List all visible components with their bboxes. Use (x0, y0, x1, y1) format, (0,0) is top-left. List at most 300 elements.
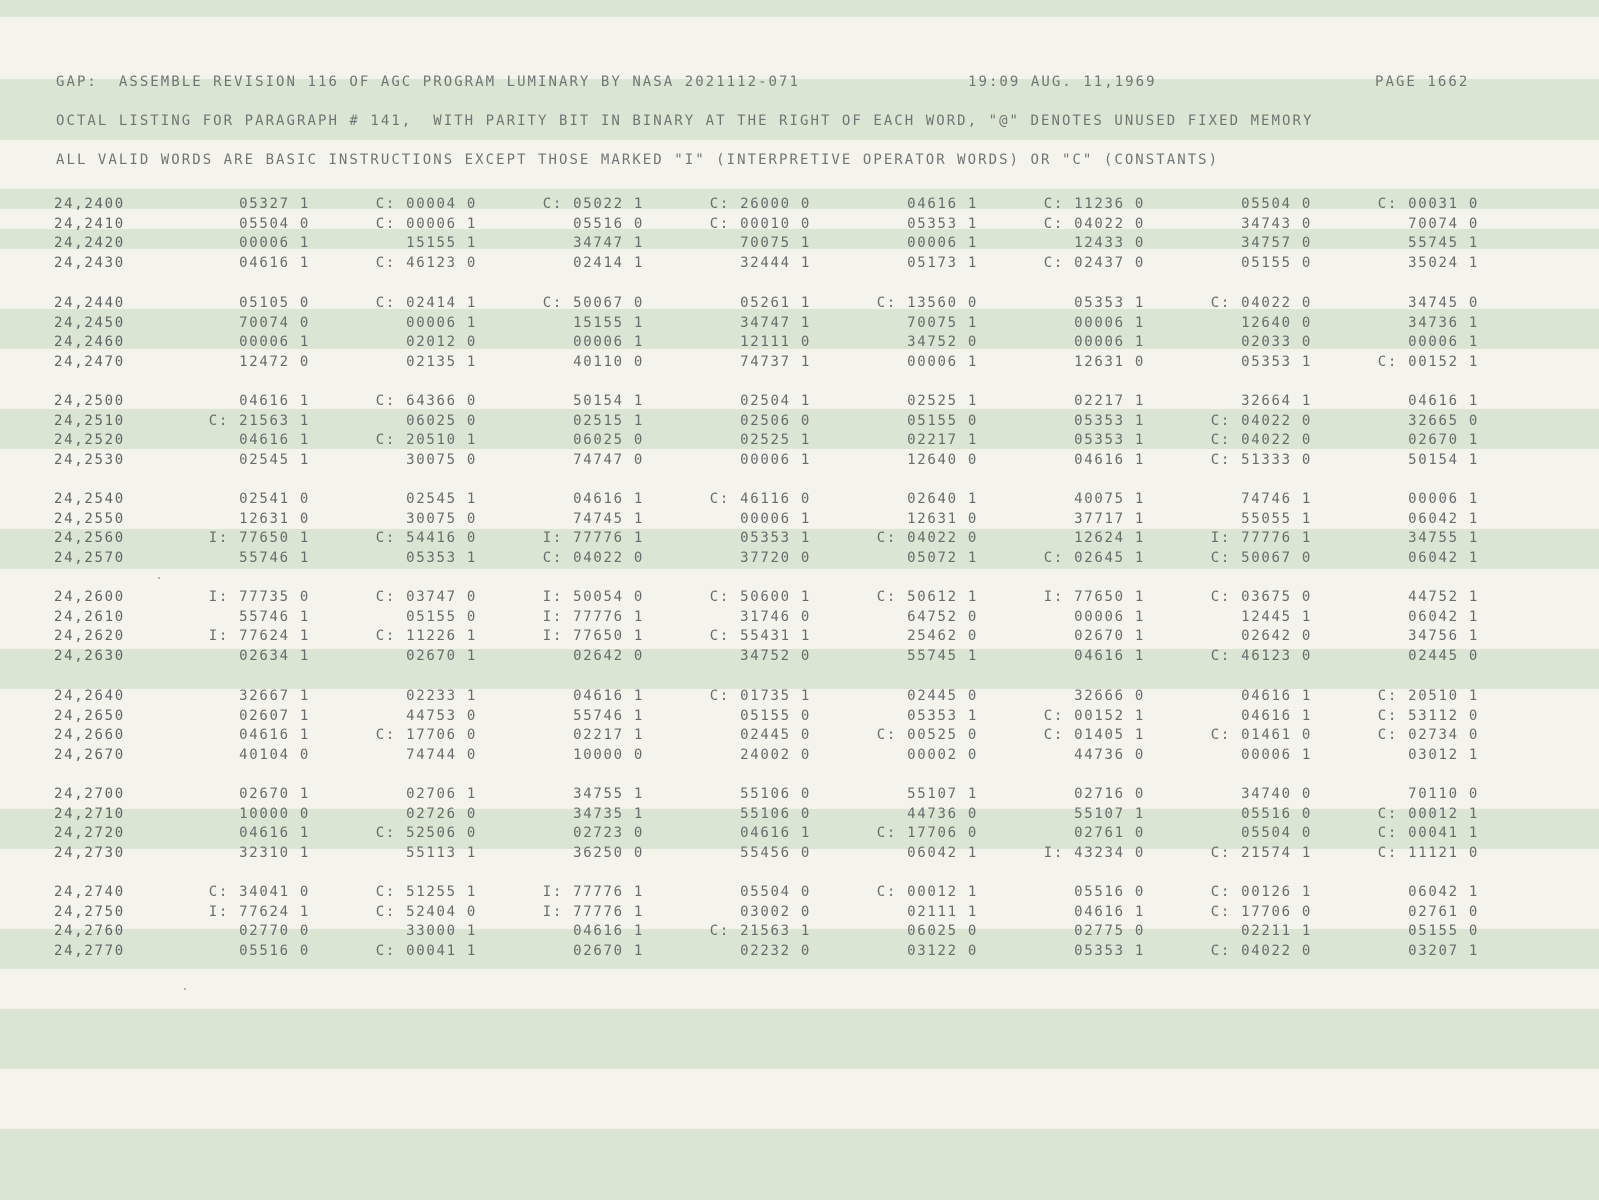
octal-word: C: 02414 1 (375, 295, 477, 311)
listing-row (0, 845, 1599, 865)
paper-speck (184, 988, 186, 990)
octal-word: 05353 1 (406, 550, 477, 567)
octal-word: 70110 0 (1408, 786, 1479, 802)
octal-word: I: 77776 1 (542, 884, 644, 900)
octal-word: C: 00152 1 (1377, 354, 1479, 371)
octal-word: 02670 1 (573, 943, 644, 960)
listing-row (0, 530, 1599, 550)
octal-word: 02723 0 (573, 825, 644, 842)
octal-word: 00006 1 (1074, 314, 1145, 331)
octal-word: 05516 0 (239, 943, 310, 960)
octal-word: 32310 1 (239, 845, 310, 862)
octal-word: 37717 1 (1074, 510, 1145, 527)
octal-word: 05516 0 (1074, 884, 1145, 900)
octal-word: C: 00006 1 (375, 215, 477, 232)
octal-word: 05353 1 (1074, 412, 1145, 429)
octal-word: 25462 0 (907, 628, 978, 645)
octal-word: C: 03747 0 (375, 589, 477, 605)
listing-row (0, 943, 1599, 963)
octal-word: I: 77650 1 (1043, 589, 1145, 605)
octal-word: 32664 1 (1241, 393, 1312, 409)
octal-word: 30075 0 (406, 452, 477, 469)
octal-word: C: 03675 0 (1210, 589, 1312, 605)
octal-word: 74744 0 (406, 747, 477, 764)
octal-word: 02642 0 (573, 648, 644, 665)
row-address: 24,2640 (54, 688, 125, 704)
octal-word: 12640 0 (1241, 314, 1312, 331)
octal-word: 04616 1 (1074, 648, 1145, 665)
octal-word: 02770 0 (239, 923, 310, 940)
octal-word: 02670 1 (406, 648, 477, 665)
octal-word: 44753 0 (406, 707, 477, 724)
octal-word: C: 20510 1 (1377, 688, 1479, 704)
octal-word: 02232 0 (740, 943, 811, 960)
octal-word: 00006 1 (239, 235, 310, 252)
octal-word: 03012 1 (1408, 747, 1479, 764)
octal-word: 00002 0 (907, 747, 978, 764)
octal-word: 00006 1 (573, 334, 644, 351)
octal-word: 00006 1 (740, 452, 811, 469)
octal-word: 02541 0 (239, 491, 310, 507)
octal-word: 12624 1 (1074, 530, 1145, 547)
octal-word: 02670 1 (1408, 432, 1479, 449)
octal-word: 02642 0 (1241, 628, 1312, 645)
octal-word: C: 17706 0 (1210, 903, 1312, 920)
octal-word: C: 04022 0 (542, 550, 644, 567)
octal-word: 02706 1 (406, 786, 477, 802)
octal-word: C: 52404 0 (375, 903, 477, 920)
octal-word: C: 64366 0 (375, 393, 477, 409)
header-line-2: OCTAL LISTING FOR PARAGRAPH # 141, WITH PARITY BIT IN BINARY AT THE RIGHT OF EACH WORD, "@" DENOTES UNUSED FIXED MEMORY (56, 113, 1314, 129)
octal-word: 06042 1 (1408, 550, 1479, 567)
octal-word: C: 00010 0 (709, 215, 811, 232)
octal-word: 02670 1 (239, 786, 310, 802)
octal-word: 02217 1 (907, 432, 978, 449)
octal-word: 02445 0 (907, 688, 978, 704)
octal-word: C: 51333 0 (1210, 452, 1312, 469)
octal-word: 04616 1 (573, 491, 644, 507)
listing-row (0, 589, 1599, 609)
octal-word: 44736 0 (907, 805, 978, 822)
listing-row (0, 354, 1599, 374)
octal-word: 55745 1 (1408, 235, 1479, 252)
octal-word: 00006 1 (1408, 334, 1479, 351)
octal-word: 04616 1 (740, 825, 811, 842)
octal-word: C: 21563 1 (208, 412, 310, 429)
octal-word: C: 13560 0 (876, 295, 978, 311)
listing-row (0, 708, 1599, 728)
octal-word: 02525 1 (907, 393, 978, 409)
octal-word: I: 77776 1 (542, 608, 644, 625)
row-address: 24,2560 (54, 530, 125, 547)
octal-word: 06025 0 (573, 432, 644, 449)
octal-word: 34757 0 (1241, 235, 1312, 252)
row-address: 24,2570 (54, 550, 125, 567)
listing-row (0, 688, 1599, 708)
row-address: 24,2430 (54, 255, 125, 272)
octal-word: 12472 0 (239, 354, 310, 371)
octal-word: 05504 0 (239, 215, 310, 232)
octal-word: 35024 1 (1408, 255, 1479, 272)
octal-word: I: 77776 1 (1210, 530, 1312, 547)
octal-word: 05516 0 (573, 215, 644, 232)
octal-word: 04616 1 (239, 825, 310, 842)
octal-word: 02634 1 (239, 648, 310, 665)
row-address: 24,2740 (54, 884, 125, 900)
octal-word: 34755 1 (573, 786, 644, 802)
octal-word: 05504 0 (740, 884, 811, 900)
octal-word: C: 01735 1 (709, 688, 811, 704)
octal-word: 05353 1 (1074, 295, 1145, 311)
octal-word: 00006 1 (1241, 747, 1312, 764)
octal-word: 02504 1 (740, 393, 811, 409)
octal-word: 05353 1 (740, 530, 811, 547)
octal-word: 10000 0 (573, 747, 644, 764)
octal-word: 03207 1 (1408, 943, 1479, 960)
octal-word: 02761 0 (1074, 825, 1145, 842)
octal-word: C: 00152 1 (1043, 707, 1145, 724)
row-address: 24,2440 (54, 295, 125, 311)
listing-row (0, 806, 1599, 826)
octal-word: 40110 0 (573, 354, 644, 371)
octal-word: 02545 1 (239, 452, 310, 469)
octal-word: 05155 0 (740, 707, 811, 724)
octal-word: 34735 1 (573, 805, 644, 822)
octal-word: C: 34041 0 (208, 884, 310, 900)
octal-word: 02525 1 (740, 432, 811, 449)
octal-word: C: 02734 0 (1377, 727, 1479, 744)
listing-row (0, 216, 1599, 236)
octal-word: 32444 1 (740, 255, 811, 272)
octal-word: 32665 0 (1408, 412, 1479, 429)
octal-word: C: 55431 1 (709, 628, 811, 645)
listing-row (0, 786, 1599, 806)
listing-row (0, 452, 1599, 472)
octal-word: C: 50067 0 (1210, 550, 1312, 567)
listing-row (0, 491, 1599, 511)
row-address: 24,2710 (54, 805, 125, 822)
octal-word: 02670 1 (1074, 628, 1145, 645)
octal-word: C: 04022 0 (876, 530, 978, 547)
octal-word: 34747 1 (740, 314, 811, 331)
octal-word: 74747 0 (573, 452, 644, 469)
octal-word: 15155 1 (406, 235, 477, 252)
octal-word: 34752 0 (907, 334, 978, 351)
octal-word: 04616 1 (239, 255, 310, 272)
octal-word: 05353 1 (1074, 432, 1145, 449)
listing-row (0, 904, 1599, 924)
octal-word: 34743 0 (1241, 215, 1312, 232)
octal-word: 04616 1 (573, 923, 644, 940)
octal-word: 70074 0 (239, 314, 310, 331)
row-address: 24,2750 (54, 903, 125, 920)
octal-word: 55745 1 (907, 648, 978, 665)
row-address: 24,2770 (54, 943, 125, 960)
octal-word: 02233 1 (406, 688, 477, 704)
octal-word: C: 00012 1 (1377, 805, 1479, 822)
octal-word: C: 01405 1 (1043, 727, 1145, 744)
listing-row (0, 393, 1599, 413)
row-address: 24,2470 (54, 354, 125, 371)
octal-word: 34745 0 (1408, 295, 1479, 311)
row-address: 24,2550 (54, 510, 125, 527)
octal-word: I: 77650 1 (208, 530, 310, 547)
octal-word: I: 77624 1 (208, 903, 310, 920)
octal-word: 40075 1 (1074, 491, 1145, 507)
octal-word: C: 05022 1 (542, 196, 644, 212)
octal-word: 05353 1 (1074, 943, 1145, 960)
header-line-3: ALL VALID WORDS ARE BASIC INSTRUCTIONS EXCEPT THOSE MARKED "I" (INTERPRETIVE OPERATOR WORDS) OR "C" (CONSTANTS) (56, 152, 1220, 168)
row-address: 24,2540 (54, 491, 125, 507)
octal-word: 02607 1 (239, 707, 310, 724)
octal-word: 00006 1 (907, 235, 978, 252)
octal-word: 55055 1 (1241, 510, 1312, 527)
octal-word: 34740 0 (1241, 786, 1312, 802)
octal-word: C: 53112 0 (1377, 707, 1479, 724)
octal-word: 02640 1 (907, 491, 978, 507)
listing-row (0, 884, 1599, 904)
octal-word: 36250 0 (573, 845, 644, 862)
octal-word: 05105 0 (239, 295, 310, 311)
octal-word: 02445 0 (1408, 648, 1479, 665)
octal-word: 44752 1 (1408, 589, 1479, 605)
octal-word: C: 17706 0 (375, 727, 477, 744)
octal-word: 06042 1 (1408, 608, 1479, 625)
octal-word: 02135 1 (406, 354, 477, 371)
listing-row (0, 825, 1599, 845)
octal-word: 34736 1 (1408, 314, 1479, 331)
octal-word: 00006 1 (406, 314, 477, 331)
octal-word: 37720 0 (740, 550, 811, 567)
listing-row (0, 628, 1599, 648)
row-address: 24,2410 (54, 215, 125, 232)
octal-word: 05155 0 (907, 412, 978, 429)
octal-word: 34755 1 (1408, 530, 1479, 547)
octal-word: 06042 1 (907, 845, 978, 862)
octal-word: I: 77735 0 (208, 589, 310, 605)
octal-word: 04616 1 (573, 688, 644, 704)
octal-word: 30075 0 (406, 510, 477, 527)
octal-word: 04616 1 (239, 432, 310, 449)
octal-word: 55106 0 (740, 805, 811, 822)
octal-word: 02761 0 (1408, 903, 1479, 920)
octal-word: 04616 1 (239, 393, 310, 409)
row-address: 24,2510 (54, 412, 125, 429)
paper-speck (158, 577, 160, 579)
row-address: 24,2450 (54, 314, 125, 331)
octal-word: 06042 1 (1408, 510, 1479, 527)
octal-word: 04616 1 (239, 727, 310, 744)
octal-word: 05261 1 (740, 295, 811, 311)
octal-word: 02445 0 (740, 727, 811, 744)
octal-word: C: 50600 1 (709, 589, 811, 605)
octal-word: 00006 1 (1408, 491, 1479, 507)
octal-word: 00006 1 (740, 510, 811, 527)
listing-row (0, 511, 1599, 531)
listing-row (0, 315, 1599, 335)
octal-word: C: 11236 0 (1043, 196, 1145, 212)
octal-word: 02414 1 (573, 255, 644, 272)
octal-word: 03122 0 (907, 943, 978, 960)
octal-word: 00006 1 (1074, 608, 1145, 625)
octal-word: 04616 1 (1074, 452, 1145, 469)
octal-word: 34752 0 (740, 648, 811, 665)
row-address: 24,2720 (54, 825, 125, 842)
octal-word: 34756 1 (1408, 628, 1479, 645)
octal-word: C: 02437 0 (1043, 255, 1145, 272)
octal-word: 74737 1 (740, 354, 811, 371)
listing-row (0, 550, 1599, 570)
row-address: 24,2670 (54, 747, 125, 764)
octal-word: 70074 0 (1408, 215, 1479, 232)
octal-word: C: 00525 0 (876, 727, 978, 744)
octal-word: C: 46123 0 (375, 255, 477, 272)
octal-word: 74746 1 (1241, 491, 1312, 507)
octal-word: 12640 0 (907, 452, 978, 469)
row-address: 24,2600 (54, 589, 125, 605)
listing-row (0, 923, 1599, 943)
octal-word: C: 00004 0 (375, 196, 477, 212)
octal-word: 04616 1 (1074, 903, 1145, 920)
octal-word: I: 77624 1 (208, 628, 310, 645)
row-address: 24,2650 (54, 707, 125, 724)
listing-row (0, 747, 1599, 767)
octal-word: 55113 1 (406, 845, 477, 862)
row-address: 24,2500 (54, 393, 125, 409)
octal-word: 55746 1 (239, 550, 310, 567)
octal-word: I: 77650 1 (542, 628, 644, 645)
octal-word: 05516 0 (1241, 805, 1312, 822)
row-address: 24,2620 (54, 628, 125, 645)
octal-word: I: 77776 1 (542, 903, 644, 920)
octal-word: 05504 0 (1241, 825, 1312, 842)
octal-word: 32666 0 (1074, 688, 1145, 704)
octal-word: C: 54416 0 (375, 530, 477, 547)
octal-word: 55456 0 (740, 845, 811, 862)
octal-word: C: 20510 1 (375, 432, 477, 449)
header-line-1: GAP: ASSEMBLE REVISION 116 OF AGC PROGRAM LUMINARY BY NASA 2021112-071 (56, 74, 800, 90)
octal-word: 05353 1 (907, 707, 978, 724)
listing-row (0, 432, 1599, 452)
octal-word: 05504 0 (1241, 196, 1312, 212)
octal-word: C: 00041 1 (375, 943, 477, 960)
octal-word: 02217 1 (573, 727, 644, 744)
octal-word: 15155 1 (573, 314, 644, 331)
octal-word: 00006 1 (239, 334, 310, 351)
octal-word: 05353 1 (907, 215, 978, 232)
octal-word: 34747 1 (573, 235, 644, 252)
octal-word: 12631 0 (1074, 354, 1145, 371)
octal-word: 02033 0 (1241, 334, 1312, 351)
octal-word: 74745 1 (573, 510, 644, 527)
octal-word: C: 04022 0 (1210, 412, 1312, 429)
row-address: 24,2420 (54, 235, 125, 252)
octal-word: 04616 1 (1241, 707, 1312, 724)
octal-word: 04616 1 (1408, 393, 1479, 409)
octal-word: 10000 0 (239, 805, 310, 822)
octal-word: I: 43234 0 (1043, 845, 1145, 862)
octal-word: C: 04022 0 (1210, 432, 1312, 449)
octal-word: 05327 1 (239, 196, 310, 212)
row-address: 24,2660 (54, 727, 125, 744)
listing-row (0, 295, 1599, 315)
octal-word: 02211 1 (1241, 923, 1312, 940)
octal-word: C: 00126 1 (1210, 884, 1312, 900)
page-number: PAGE 1662 (1375, 74, 1470, 90)
octal-word: C: 04022 0 (1043, 215, 1145, 232)
octal-word: I: 50054 0 (542, 589, 644, 605)
octal-word: C: 46116 0 (709, 491, 811, 507)
octal-word: 55106 0 (740, 786, 811, 802)
octal-word: 06025 0 (406, 412, 477, 429)
listing-row (0, 413, 1599, 433)
octal-word: 55107 1 (1074, 805, 1145, 822)
row-address: 24,2730 (54, 845, 125, 862)
octal-word: 05155 0 (406, 608, 477, 625)
octal-word: 64752 0 (907, 608, 978, 625)
octal-word: C: 50067 0 (542, 295, 644, 311)
octal-word: 44736 0 (1074, 747, 1145, 764)
octal-word: C: 50612 1 (876, 589, 978, 605)
octal-word: 70075 1 (907, 314, 978, 331)
octal-word: C: 04022 0 (1210, 295, 1312, 311)
header-date: 19:09 AUG. 11,1969 (968, 74, 1157, 90)
octal-word: 05173 1 (907, 255, 978, 272)
listing-row (0, 255, 1599, 275)
listing-row (0, 609, 1599, 629)
octal-word: C: 02645 1 (1043, 550, 1145, 567)
octal-word: 02012 0 (406, 334, 477, 351)
octal-word: 04616 1 (1241, 688, 1312, 704)
octal-word: I: 77776 1 (542, 530, 644, 547)
octal-word: 02545 1 (406, 491, 477, 507)
octal-word: 12631 0 (907, 510, 978, 527)
octal-word: 06042 1 (1408, 884, 1479, 900)
listing-row (0, 334, 1599, 354)
row-address: 24,2630 (54, 648, 125, 665)
octal-word: 31746 0 (740, 608, 811, 625)
octal-word: C: 21563 1 (709, 923, 811, 940)
octal-word: 04616 1 (907, 196, 978, 212)
octal-word: 40104 0 (239, 747, 310, 764)
listing-row (0, 727, 1599, 747)
octal-word: 00006 1 (1074, 334, 1145, 351)
octal-word: C: 04022 0 (1210, 943, 1312, 960)
octal-word: C: 01461 0 (1210, 727, 1312, 744)
listing-row (0, 196, 1599, 216)
octal-word: C: 46123 0 (1210, 648, 1312, 665)
octal-word: C: 52506 0 (375, 825, 477, 842)
octal-word: 50154 1 (573, 393, 644, 409)
octal-word: 02111 1 (907, 903, 978, 920)
octal-word: C: 17706 0 (876, 825, 978, 842)
octal-word: 06025 0 (907, 923, 978, 940)
octal-word: 00006 1 (907, 354, 978, 371)
octal-word: 33000 1 (406, 923, 477, 940)
octal-word: 12433 0 (1074, 235, 1145, 252)
octal-word: 03002 0 (740, 903, 811, 920)
row-address: 24,2460 (54, 334, 125, 351)
octal-word: 12111 0 (740, 334, 811, 351)
row-address: 24,2760 (54, 923, 125, 940)
octal-word: C: 00041 1 (1377, 825, 1479, 842)
octal-word: C: 11121 0 (1377, 845, 1479, 862)
octal-word: C: 00031 0 (1377, 196, 1479, 212)
octal-word: 55107 1 (907, 786, 978, 802)
octal-word: 70075 1 (740, 235, 811, 252)
octal-word: C: 21574 1 (1210, 845, 1312, 862)
octal-word: 05155 0 (1241, 255, 1312, 272)
